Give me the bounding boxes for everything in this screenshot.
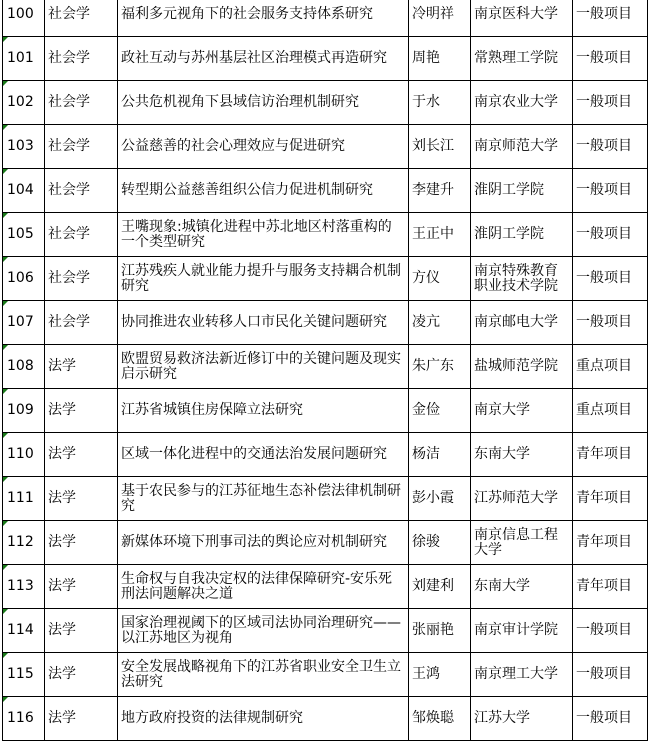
table-row [3, 0, 648, 37]
leader-cell: 彭小霞 [409, 477, 471, 521]
table-row [3, 301, 648, 345]
project-type-cell: 一般项目 [573, 257, 648, 301]
unit-cell: 淮阴工学院 [471, 213, 573, 257]
project-type-cell: 青年项目 [573, 477, 648, 521]
project-title-cell: 江苏残疾人就业能力提升与服务支持耦合机制研究 [118, 257, 409, 301]
unit-cell: 南京审计学院 [471, 609, 573, 653]
table-row [3, 169, 648, 213]
row-number: 106 [3, 257, 45, 301]
table-row [3, 257, 648, 301]
row-number: 115 [3, 653, 45, 697]
leader-cell: 邹焕聪 [409, 697, 471, 741]
unit-cell: 南京师范大学 [471, 125, 573, 169]
discipline-cell: 法学 [45, 697, 118, 741]
project-type-cell: 青年项目 [573, 565, 648, 609]
row-number: 113 [3, 565, 45, 609]
row-number: 104 [3, 169, 45, 213]
row-number: 110 [3, 433, 45, 477]
unit-cell: 常熟理工学院 [471, 37, 573, 81]
discipline-cell: 法学 [45, 389, 118, 433]
leader-cell: 刘建利 [409, 565, 471, 609]
unit-cell: 南京医科大学 [471, 0, 573, 37]
row-number: 107 [3, 301, 45, 345]
project-type-cell: 一般项目 [573, 37, 648, 81]
discipline-cell: 社会学 [45, 37, 118, 81]
leader-cell: 方仪 [409, 257, 471, 301]
discipline-cell: 法学 [45, 477, 118, 521]
unit-cell: 东南大学 [471, 565, 573, 609]
row-number: 108 [3, 345, 45, 389]
unit-cell: 南京理工大学 [471, 653, 573, 697]
unit-cell: 南京邮电大学 [471, 301, 573, 345]
unit-cell: 江苏师范大学 [471, 477, 573, 521]
project-type-cell: 一般项目 [573, 125, 648, 169]
project-title-cell: 福利多元视角下的社会服务支持体系研究 [118, 0, 409, 37]
project-type-cell: 一般项目 [573, 697, 648, 741]
table-row [3, 565, 648, 609]
discipline-cell: 法学 [45, 345, 118, 389]
table-row [3, 37, 648, 81]
leader-cell: 张丽艳 [409, 609, 471, 653]
discipline-cell: 法学 [45, 433, 118, 477]
unit-cell: 南京信息工程大学 [471, 521, 573, 565]
discipline-cell: 社会学 [45, 0, 118, 37]
leader-cell: 冷明祥 [409, 0, 471, 37]
table-row [3, 213, 648, 257]
row-number: 109 [3, 389, 45, 433]
project-title-cell: 国家治理视阈下的区域司法协同治理研究——以江苏地区为视角 [118, 609, 409, 653]
leader-cell: 于水 [409, 81, 471, 125]
leader-cell: 朱广东 [409, 345, 471, 389]
discipline-cell: 社会学 [45, 301, 118, 345]
project-type-cell: 重点项目 [573, 345, 648, 389]
leader-cell: 杨洁 [409, 433, 471, 477]
discipline-cell: 社会学 [45, 169, 118, 213]
table-row [3, 609, 648, 653]
table-row [3, 521, 648, 565]
leader-cell: 凌亢 [409, 301, 471, 345]
project-type-cell: 一般项目 [573, 213, 648, 257]
project-title-cell: 新媒体环境下刑事司法的舆论应对机制研究 [118, 521, 409, 565]
unit-cell: 盐城师范学院 [471, 345, 573, 389]
project-type-cell: 一般项目 [573, 81, 648, 125]
project-type-cell: 一般项目 [573, 0, 648, 37]
project-title-cell: 公益慈善的社会心理效应与促进研究 [118, 125, 409, 169]
unit-cell: 南京农业大学 [471, 81, 573, 125]
leader-cell: 周艳 [409, 37, 471, 81]
project-title-cell: 王嘴现象:城镇化进程中苏北地区村落重构的一个类型研究 [118, 213, 409, 257]
project-title-cell: 江苏省城镇住房保障立法研究 [118, 389, 409, 433]
row-number: 114 [3, 609, 45, 653]
unit-cell: 淮阴工学院 [471, 169, 573, 213]
project-title-cell: 基于农民参与的江苏征地生态补偿法律机制研究 [118, 477, 409, 521]
project-title-cell: 区域一体化进程中的交通法治发展问题研究 [118, 433, 409, 477]
table-row [3, 125, 648, 169]
row-number: 101 [3, 37, 45, 81]
table-row [3, 697, 648, 741]
project-type-cell: 青年项目 [573, 433, 648, 477]
project-title-cell: 欧盟贸易救济法新近修订中的关键问题及现实启示研究 [118, 345, 409, 389]
project-type-cell: 重点项目 [573, 389, 648, 433]
leader-cell: 金俭 [409, 389, 471, 433]
row-number: 111 [3, 477, 45, 521]
discipline-cell: 社会学 [45, 125, 118, 169]
table-row [3, 81, 648, 125]
unit-cell: 东南大学 [471, 433, 573, 477]
leader-cell: 李建升 [409, 169, 471, 213]
project-title-cell: 地方政府投资的法律规制研究 [118, 697, 409, 741]
project-table [2, 0, 648, 741]
row-number: 103 [3, 125, 45, 169]
row-number: 105 [3, 213, 45, 257]
project-type-cell: 青年项目 [573, 521, 648, 565]
table-row [3, 433, 648, 477]
project-table-body [3, 0, 648, 741]
leader-cell: 徐骏 [409, 521, 471, 565]
leader-cell: 王鸿 [409, 653, 471, 697]
project-type-cell: 一般项目 [573, 169, 648, 213]
discipline-cell: 社会学 [45, 257, 118, 301]
discipline-cell: 法学 [45, 565, 118, 609]
project-type-cell: 一般项目 [573, 653, 648, 697]
row-number: 102 [3, 81, 45, 125]
unit-cell: 江苏大学 [471, 697, 573, 741]
row-number: 100 [3, 0, 45, 37]
unit-cell: 南京特殊教育职业技术学院 [471, 257, 573, 301]
table-row [3, 389, 648, 433]
discipline-cell: 社会学 [45, 213, 118, 257]
leader-cell: 王正中 [409, 213, 471, 257]
project-title-cell: 公共危机视角下县域信访治理机制研究 [118, 81, 409, 125]
discipline-cell: 法学 [45, 653, 118, 697]
unit-cell: 南京大学 [471, 389, 573, 433]
leader-cell: 刘长江 [409, 125, 471, 169]
table-row [3, 345, 648, 389]
project-title-cell: 安全发展战略视角下的江苏省职业安全卫生立法研究 [118, 653, 409, 697]
project-title-cell: 政社互动与苏州基层社区治理模式再造研究 [118, 37, 409, 81]
discipline-cell: 法学 [45, 521, 118, 565]
project-title-cell: 转型期公益慈善组织公信力促进机制研究 [118, 169, 409, 213]
project-title-cell: 生命权与自我决定权的法律保障研究-安乐死刑法问题解决之道 [118, 565, 409, 609]
discipline-cell: 法学 [45, 609, 118, 653]
project-type-cell: 一般项目 [573, 609, 648, 653]
discipline-cell: 社会学 [45, 81, 118, 125]
project-type-cell: 一般项目 [573, 301, 648, 345]
table-row [3, 477, 648, 521]
row-number: 112 [3, 521, 45, 565]
project-title-cell: 协同推进农业转移人口市民化关键问题研究 [118, 301, 409, 345]
table-row [3, 653, 648, 697]
row-number: 116 [3, 697, 45, 741]
